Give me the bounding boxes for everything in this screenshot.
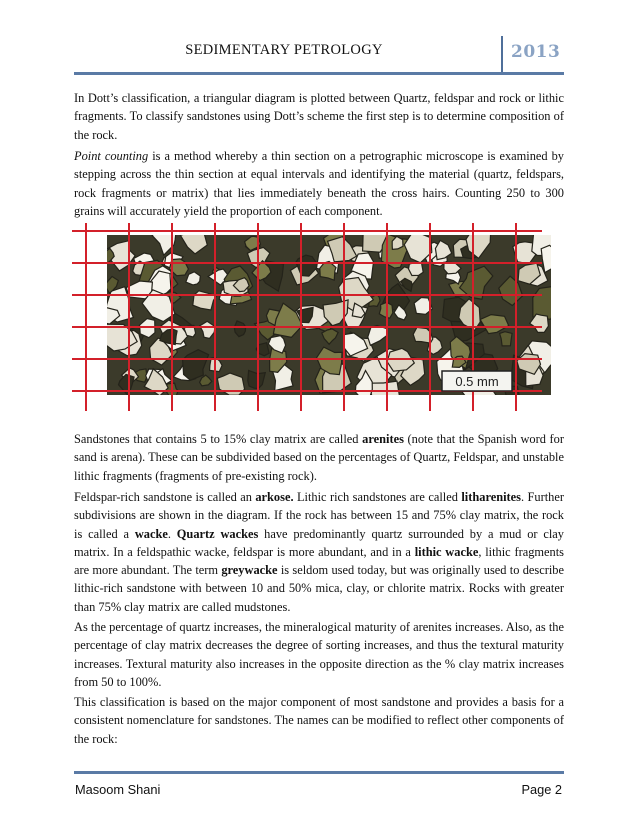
- mineral-grain: [500, 332, 512, 346]
- header-year: 2013: [511, 42, 561, 62]
- header-title: SEDIMENTARY PETROLOGY: [185, 42, 383, 58]
- paragraph-point-counting: Point counting is a method whereby a thin section on a petrographic microscope is examined by stepping across the thin section at equal intervals and identifying the material (quartz, feldspars, rock fragments or matrix) that lies immediately beneath the cross hairs. Counting 250 to 300 grains will accurately yield the proportion of each component.: [74, 149, 564, 218]
- paragraph-arkose-wacke: Feldspar-rich sandstone is called an arkose. Lithic rich sandstones are called litharenites. Further subdivisions are shown in the diagram. If the rock has between 15 and 75% clay matrix, the rock is called a wacke. Quartz wackes have predominantly quartz surrounded by a mud or clay matrix. In a feldspathic wacke, feldspar is more abundant, and in a lithic wacke, lithic fragments are more abundant. The term greywacke is seldom used today, but was originally used to describe lithic-rich sandstone with between 10 and 50% mica, clay, or chlorite matrix. Rocks with greater than 75% clay matrix are called mudstones.: [74, 490, 564, 614]
- scale-bar: [442, 371, 512, 391]
- footer-rule: [74, 771, 564, 774]
- paragraph-arenites: Sandstones that contains 5 to 15% clay matrix are called arenites (note that the Spanish word for sand is arena). These can be subdivided based on the percentages of Quartz, Feldspar, and unstable lithic fragments (fragments of pre-existing rock).: [74, 432, 564, 483]
- term-litharenites: litharenites: [461, 490, 521, 504]
- footer-author: Masoom Shani: [75, 782, 161, 797]
- term-quartz-wackes: Quartz wackes: [176, 526, 259, 541]
- header-rule: [74, 72, 564, 75]
- term-point-counting: Point counting: [74, 149, 149, 163]
- scale-bar-label: 0.5 mm: [455, 374, 499, 389]
- mineral-grain: [409, 262, 424, 275]
- term-greywacke: greywacke: [221, 563, 278, 578]
- thin-section-photomicrograph: [72, 223, 556, 411]
- paragraph-dott-classification: In Dott’s classification, a triangular diagram is plotted between Quartz, feldspar and rock or lithic fragments. To classify sandstones using Dott’s scheme the first step is to determine composition of the rock.: [74, 91, 564, 142]
- page-header: [74, 36, 564, 76]
- header-divider: [501, 36, 503, 74]
- footer-page-number: Page 2: [521, 782, 562, 797]
- paragraph-classification-basis: This classification is based on the major component of most sandstone and provides a basis for a consistent nomenclature for sandstones. The names can be modified to reflect other components of the rock:: [74, 695, 564, 746]
- term-wacke: wacke: [134, 526, 168, 541]
- paragraph-maturity: As the percentage of quartz increases, the mineralogical maturity of arenites increases. Also, as the percentage of clay matrix decreases the degree of sorting increases, and thus the textural maturity increases. Textural maturity also increases in the opposite direction as the % clay matrix increases from 50 to 100%.: [74, 620, 564, 689]
- mineral-grain: [369, 381, 400, 406]
- term-arkose: arkose.: [255, 490, 294, 504]
- term-lithic-wacke: lithic wacke: [414, 544, 479, 559]
- term-arenites: arenites: [362, 432, 404, 446]
